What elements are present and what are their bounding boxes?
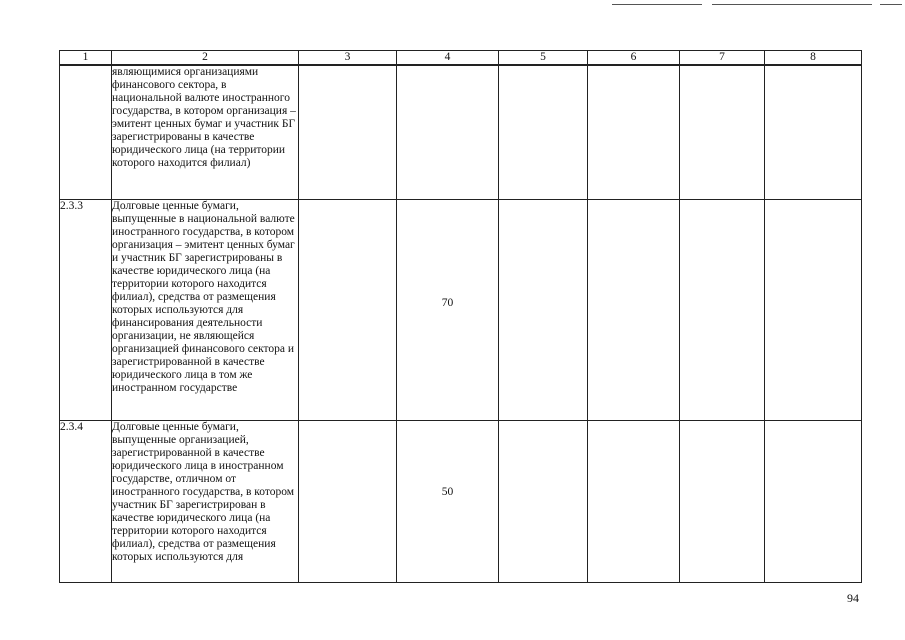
row-description: Долговые ценные бумаги, выпущенные в национальной валюте иностранного государства, в котором организация – эмитент ценных бумаг и участник БГ зарегистрированы в качестве юридического лица (на территории которого находится филиал), средства от размещения которых используются для финансирования деятельности организации, не являющейся организацией финансового сектора и зарегистрированной в качестве юридического лица в том же иностранном государстве xyxy=(112,199,299,420)
row-cell-8 xyxy=(765,420,862,582)
header-col-2: 2 xyxy=(112,51,299,66)
row-cell-7 xyxy=(680,199,765,420)
header-col-3: 3 xyxy=(299,51,397,66)
row-cell-5 xyxy=(499,420,588,582)
page-number: 94 xyxy=(847,591,859,605)
row-cell-8 xyxy=(765,199,862,420)
header-col-7: 7 xyxy=(680,51,765,66)
header-col-6: 6 xyxy=(588,51,680,66)
row-cell-4 xyxy=(397,420,499,582)
row-cell-7 xyxy=(680,65,765,199)
table-row xyxy=(60,420,862,582)
row-cell-6 xyxy=(588,199,680,420)
row-cell-3 xyxy=(299,199,397,420)
row-cell-7 xyxy=(680,420,765,582)
row-number: 2.3.3 xyxy=(60,199,112,420)
row-cell-8 xyxy=(765,65,862,199)
row-value: 70 xyxy=(441,296,454,309)
row-cell-3 xyxy=(299,420,397,582)
scan-artifact-line xyxy=(612,4,702,5)
header-col-1: 1 xyxy=(60,51,112,66)
row-cell-5 xyxy=(499,199,588,420)
row-description: Долговые ценные бумаги, выпущенные организацией, зарегистрированной в качестве юридического лица в иностранном государстве, отличном от иностранного государства, в котором участник БГ зарегистрирован в качестве юридического лица (на территории которого находится филиал), средства от размещения которых используются для xyxy=(112,420,299,582)
table-row xyxy=(60,199,862,420)
row-value: 50 xyxy=(441,485,454,498)
header-col-4: 4 xyxy=(397,51,499,66)
table-row xyxy=(60,65,862,199)
row-cell-4 xyxy=(397,199,499,420)
header-col-8: 8 xyxy=(765,51,862,66)
document-table xyxy=(59,50,862,583)
row-cell-3 xyxy=(299,65,397,199)
header-col-5: 5 xyxy=(499,51,588,66)
row-cell-6 xyxy=(588,420,680,582)
scan-artifact-line xyxy=(880,4,902,5)
row-number: 2.3.4 xyxy=(60,420,112,582)
scan-artifact-line xyxy=(712,4,872,5)
row-cell-5 xyxy=(499,65,588,199)
row-cell-4 xyxy=(397,65,499,199)
row-cell-6 xyxy=(588,65,680,199)
table-header-row xyxy=(60,51,862,66)
row-description: являющимися организациями финансового сектора, в национальной валюте иностранного государства, в котором организация – эмитент ценных бумаг и участник БГ зарегистрированы в качестве юридического лица (на территории которого находится филиал) xyxy=(112,65,299,199)
row-number xyxy=(60,65,112,199)
